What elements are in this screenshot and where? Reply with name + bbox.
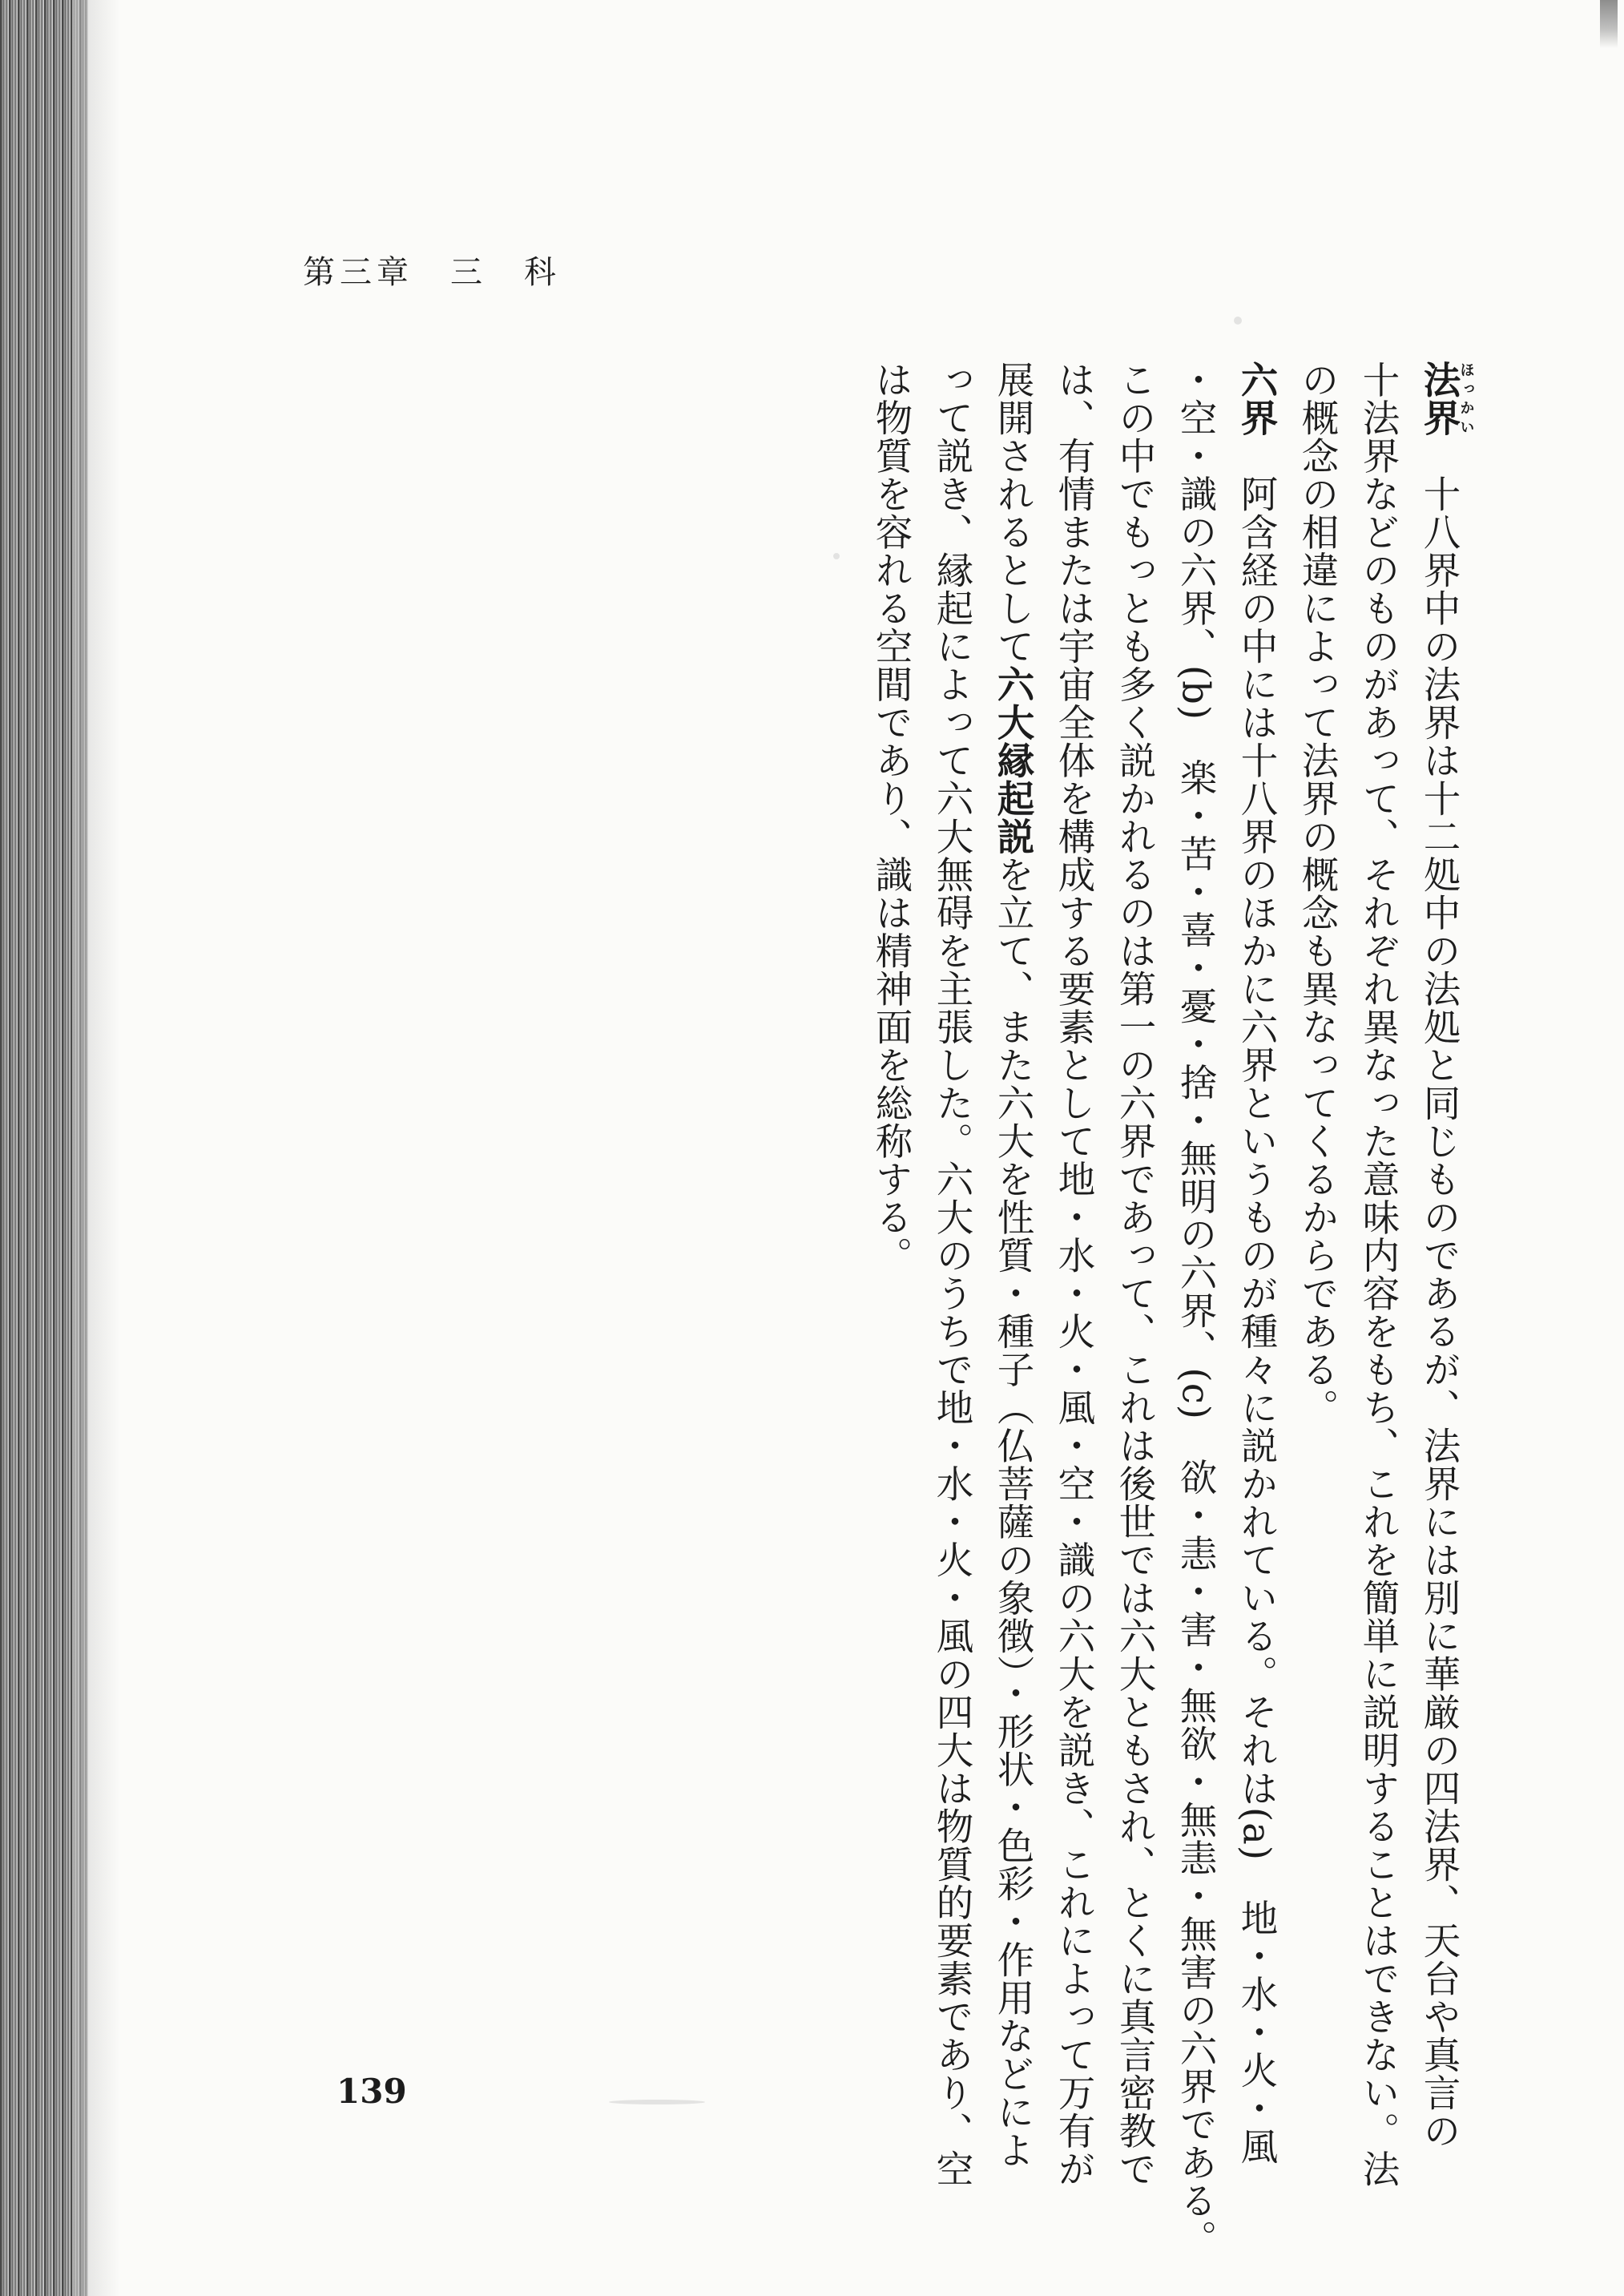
text-line: 法界ほっかい 十八界中の法界は十二処中の法処と同じものであるが、法界には別に華厳の四法界、天台や真言の <box>1417 361 1475 2150</box>
scan-speck <box>609 2100 705 2104</box>
text-line: って説き、縁起によって六大無碍を主張した。六大のうちで地・水・火・風の四大は物質的要素であり、空 <box>930 361 974 2188</box>
scan-speck <box>833 553 840 559</box>
bold-phrase-rokudai-engi: 六大縁起説 <box>991 665 1036 856</box>
body-text <box>861 361 1475 2258</box>
gutter-shadow <box>72 0 120 2296</box>
section-term-hokkai: 法界ほっかい <box>1417 361 1475 437</box>
text-line: は物質を容れる空間であり、識は精神面を総称する。 <box>869 361 913 1274</box>
text-line: 十法界などのものがあって、それぞれ異なった意味内容をもち、これを簡単に説明することはできない。法 <box>1356 361 1400 2188</box>
text-line: ・空・識の六界、(b) 楽・苦・喜・憂・捨・無明の六界、(c) 欲・恚・害・無欲・無恚・無害の六界である。 <box>1174 361 1218 2258</box>
text-line: 展開されるとして六大縁起説を立て、また六大を性質・種子（仏菩薩の象徴）・形状・色彩・作用などによ <box>991 361 1036 2169</box>
scan-speck <box>1234 317 1242 325</box>
section-term-rokkai: 六界 <box>1235 361 1279 437</box>
text-line: この中でもっとも多く説かれるのは第一の六界であって、これは後世では六大ともされ、とくに真言密教で <box>1113 361 1157 2188</box>
running-head: 第三章 三 科 <box>303 254 561 291</box>
page-number: 139 <box>336 2072 407 2111</box>
text-line: は、有情または宇宙全体を構成する要素として地・水・火・風・空・識の六大を説き、これによって万有が <box>1052 361 1096 2188</box>
text-line: 六界 阿含経の中には十八界のほかに六界というものが種々に説かれている。それは(a) 地・水・火・風 <box>1235 361 1279 2166</box>
scan-corner-mark <box>1600 0 1618 48</box>
text-line: の概念の相違によって法界の概念も異なってくるからである。 <box>1296 361 1340 1426</box>
